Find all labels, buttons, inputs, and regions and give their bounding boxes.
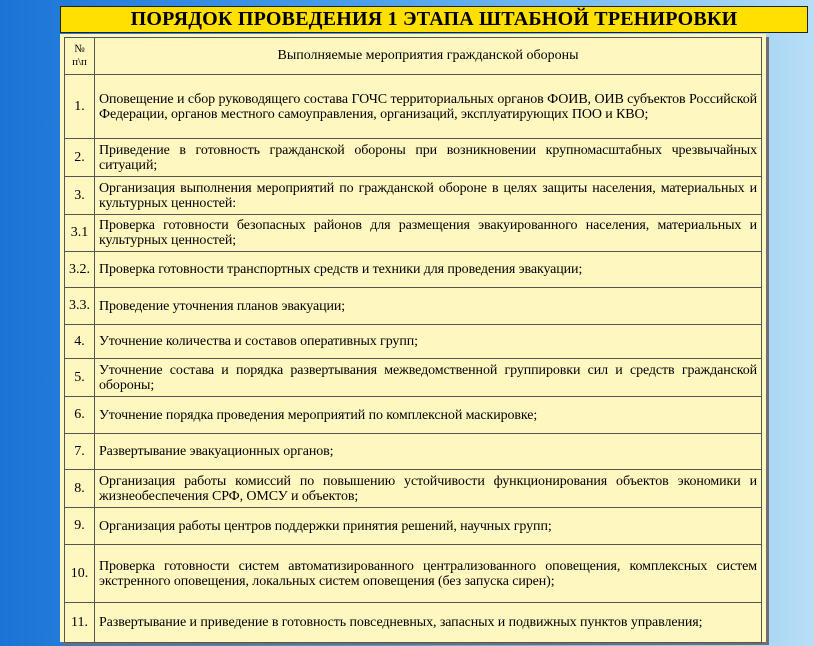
- row-text: Проведение уточнения планов эвакуации;: [95, 288, 762, 325]
- row-number: 3.: [65, 177, 95, 215]
- row-text: Проверка готовности транспортных средств и техники для проведения эвакуации;: [95, 252, 762, 288]
- row-number: 1.: [65, 75, 95, 139]
- table-row: [65, 75, 762, 139]
- activities-table: [64, 37, 762, 643]
- table-row: [65, 470, 762, 508]
- row-number: 3.3.: [65, 288, 95, 325]
- table-row: [65, 177, 762, 215]
- row-text: Оповещение и сбор руководящего состава ГОЧС территориальных органов ФОИВ, ОИВ субъектов Российской Федерации, органов местного самоуправления, организаций, эксплуатирующих ПОО и КВО;: [95, 75, 762, 139]
- row-number: 3.2.: [65, 252, 95, 288]
- header-number: № п\п: [65, 38, 95, 75]
- row-number: 4.: [65, 325, 95, 359]
- table-row: [65, 215, 762, 252]
- row-text: Уточнение порядка проведения мероприятий по комплексной маскировке;: [95, 397, 762, 434]
- row-text: Приведение в готовность гражданской обороны при возникновении крупномасштабных чрезвычайных ситуаций;: [95, 139, 762, 177]
- page-title: [60, 6, 808, 33]
- row-text: Уточнение количества и составов оперативных групп;: [95, 325, 762, 359]
- table-row: [65, 434, 762, 470]
- table-row: [65, 603, 762, 643]
- row-number: 6.: [65, 397, 95, 434]
- table-row: [65, 508, 762, 545]
- row-number: 2.: [65, 139, 95, 177]
- row-text: Проверка готовности систем автоматизированного централизованного оповещения, комплексных систем экстренного оповещения, локальных систем оповещения (без запуска сирен);: [95, 545, 762, 603]
- row-number: 11.: [65, 603, 95, 643]
- row-text: Уточнение состава и порядка развертывания межведомственной группировки сил и средств гражданской обороны;: [95, 359, 762, 397]
- row-number: 5.: [65, 359, 95, 397]
- row-text: Проверка готовности безопасных районов для размещения эвакуированного населения, материальных и культурных ценностей;: [95, 215, 762, 252]
- row-text: Организация работы центров поддержки принятия решений, научных групп;: [95, 508, 762, 545]
- table-row: [65, 288, 762, 325]
- row-number: 7.: [65, 434, 95, 470]
- row-text: Развертывание и приведение в готовность повседневных, запасных и подвижных пунктов управления;: [95, 603, 762, 643]
- row-number: 9.: [65, 508, 95, 545]
- row-number: 3.1: [65, 215, 95, 252]
- row-text: Организация работы комиссий по повышению устойчивости функционирования объектов экономики и жизнеобеспечения СРФ, ОМСУ и объектов;: [95, 470, 762, 508]
- table-row: [65, 252, 762, 288]
- table-row: [65, 325, 762, 359]
- row-number: 8.: [65, 470, 95, 508]
- page-title-text: ПОРЯДОК ПРОВЕДЕНИЯ 1 ЭТАПА ШТАБНОЙ ТРЕНИРОВКИ: [130, 8, 738, 30]
- row-text: Организация выполнения мероприятий по гражданской обороне в целях защиты населения, материальных и культурных ценностей:: [95, 177, 762, 215]
- content-panel: [60, 34, 766, 642]
- table-row: [65, 359, 762, 397]
- table-row: [65, 139, 762, 177]
- header-activities: Выполняемые мероприятия гражданской обороны: [95, 38, 762, 75]
- row-text: Развертывание эвакуационных органов;: [95, 434, 762, 470]
- table-row: [65, 545, 762, 603]
- row-number: 10.: [65, 545, 95, 603]
- table-header-row: [65, 38, 762, 75]
- table-row: [65, 397, 762, 434]
